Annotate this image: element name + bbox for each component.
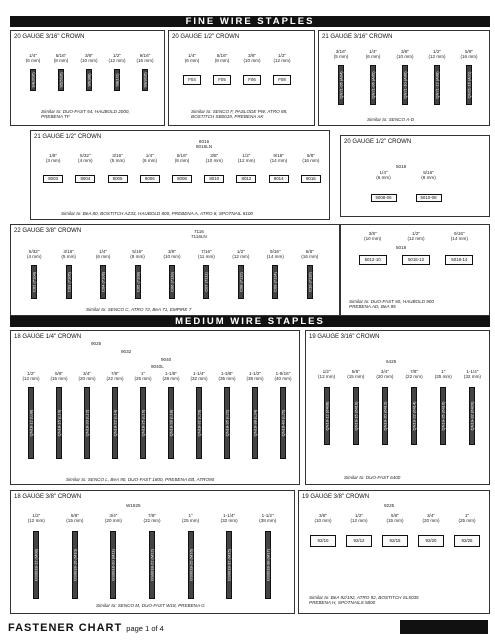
staple-stick [135,265,141,299]
staple-stick: 5012-10 [359,255,387,265]
size-label: 3/4" (20 mm) [376,369,394,380]
part-number: GS0018-32 (M15) [226,548,232,582]
part-number: QN18-12 (L08) [28,409,34,437]
size-label: 1/2" (12 mm) [350,513,368,524]
section-19ga-3-16 [305,330,490,485]
staple-stick [196,387,202,459]
similar-note: Similar to: DUO-FAST 6400 [344,475,401,480]
footer-main: FASTENER CHART [8,622,123,634]
similar-note: Similar to: SENCO A-D [367,117,415,122]
part-number: S8(1/2) [114,73,120,87]
size-label: 5/8" (15 mm) [66,513,84,524]
part-number: C05 (7108) [135,271,141,293]
section-title: 20 GAUGE 1/2" CROWN [344,139,412,145]
size-label: 3/4" (20 mm) [78,371,96,382]
staple-stick [168,387,174,459]
staple-stick [466,65,472,105]
part-number: S4(3/16) [30,72,36,88]
part-number: GS0018-25 (M16) [188,548,194,582]
size-label: 1/2" (12 mm) [108,53,126,64]
staple-stick [338,65,344,105]
footer-black-bar [400,620,488,634]
section-21ga-3-16 [318,30,490,126]
staple-stick: 8003 [43,175,63,183]
staple-stick [280,387,286,459]
part-number: GS0018-20 (M11) [110,549,116,581]
size-label: 3/16" (5 mm) [110,153,125,164]
part-number: GS0018-38 (M17) [265,548,271,582]
size-label: 1" (25 mm) [182,513,200,524]
size-label: 1-1/4" (32 mm) [463,369,481,380]
size-label: 3/8" (10 mm) [364,231,382,242]
part-number: GS0018-22 (M12) [149,548,155,582]
size-label: 3/8" (10 mm) [314,513,332,524]
size-label: 1/2" (12 mm) [237,153,255,164]
similar-note: Similar to: BeA 92/192, ATRO 92, BOSTITCH SL5035 PREBENA H, SPOTNAILS 5800 [309,595,419,606]
part-number: C06 (7110) [169,272,175,292]
section-18ga-3-8 [10,490,295,614]
size-label: 9/16" (14 mm) [266,249,284,260]
size-label: 1/2" (12 mm) [407,231,425,242]
series-dim: 9040 [161,357,172,362]
part-number: QN19-22 (6414) [411,401,417,431]
staple-stick [86,69,92,91]
size-label: 5/16" (8 mm) [214,53,230,64]
staple-stick [66,265,72,299]
staple-stick [272,265,278,299]
size-label: 7/8" (22 mm) [143,513,161,524]
size-label: 3/8" (10 mm) [205,153,223,164]
staple-stick [110,531,116,599]
size-label: 3/8" (10 mm) [396,49,414,60]
staple-stick: 8016 [301,175,321,183]
part-number: C10 (7116) [307,272,313,292]
size-label: 1/4" (6 mm) [25,53,41,64]
staple-stick: F05 [213,75,231,85]
size-label: 1-3/8" (35 mm) [218,371,236,382]
similar-note: Similar to: DUO-FAST 50, HAUBOLD 900 PREBENA AD, BeA 95 [349,299,434,310]
part-number: GS0018-15 (M10) [72,548,78,582]
part-number: QN19-20 (6412) [382,401,388,431]
size-label: 1-1/2" (38 mm) [259,513,277,524]
size-label: 5/8" (15 mm) [50,371,68,382]
part-number: C02 (7104) [31,271,37,293]
size-label: 1/2" (12 mm) [27,513,45,524]
part-number: S6(3/8) [86,73,92,87]
series-dim: 9225 [384,503,395,508]
size-label: 5/32" (4 mm) [78,153,93,164]
staple-stick [84,387,90,459]
size-label: 1-1/4" (32 mm) [220,513,238,524]
part-number: QN21-12 (A08) [434,71,440,99]
staple-stick [238,265,244,299]
staple-stick: 8006 [140,175,160,183]
staple-stick: 8012 [236,175,256,183]
footer-page: page 1 of 4 [126,624,164,633]
staple-stick: 8010 [204,175,224,183]
size-label: 1/4" (6 mm) [365,49,381,60]
staple-stick: 92/20 [418,535,444,547]
similar-note: Similar to: SENCO M, DUO-FAST W18, PREBENA G [96,603,205,608]
size-label: 5/8" (16 mm) [301,249,319,260]
staple-stick: 5010-08 [416,194,442,202]
staple-stick [56,387,62,459]
size-label: 5/32" (4 mm) [26,249,42,260]
series-dim: 9040L [151,364,164,369]
staple-stick [149,531,155,599]
size-label: 9/16" (16 mm) [136,53,154,64]
staple-stick: 5018-14 [445,255,473,265]
series-dim: 5018 [396,245,407,250]
part-number: QN18-22 (L14) [112,409,118,437]
staple-stick: 92/25 [454,535,480,547]
size-label: 5/8" (16 mm) [460,49,478,60]
part-number: GS0018-12 (M08) [33,548,39,582]
size-label: 1/4" (6 mm) [376,170,391,181]
size-label: 1" (25 mm) [434,369,452,380]
similar-note: Similar to: DUO-FAST 54, HAUBOLD 2000, PREBENA TF [41,109,130,120]
part-number: QN21-05 (A04) [338,71,344,99]
staple-stick [112,387,118,459]
part-number: C08 (7112) [238,272,244,292]
size-label: 5/16" (8 mm) [53,53,69,64]
size-label: 1-1/8" (28 mm) [162,371,180,382]
staple-stick: 8014 [269,175,289,183]
section-title: 21 GAUGE 1/2" CROWN [34,134,102,140]
part-number: QN18-32 (L20) [196,409,202,437]
series-dim: 6425 [386,359,397,364]
section-20ga-1-2 [168,30,315,126]
size-label: 7/16" (11 mm) [198,249,215,260]
staple-stick [411,387,417,445]
staple-stick [30,69,36,91]
size-label: 1/4" (6 mm) [142,153,158,164]
size-label: 7/8" (22 mm) [106,371,124,382]
size-label: 1/4" (6 mm) [95,249,111,260]
staple-stick [72,531,78,599]
staple-stick: 92/12 [346,535,372,547]
section-title: 19 GAUGE 3/16" CROWN [309,334,380,340]
staple-stick [226,531,232,599]
staple-stick: 8008 [172,175,192,183]
staple-stick: 92/10 [310,535,336,547]
size-label: 1" (25 mm) [134,371,152,382]
part-number: C04 (7106) [100,271,106,293]
part-number: QN21-16 (A11) [466,71,472,99]
size-label: 5/8" (15 mm) [386,513,404,524]
series-dim: 7116 7116LN [191,229,207,239]
size-label: 9/16" (14 mm) [270,153,288,164]
staple-stick [353,387,359,445]
similar-note: Similar to: SENCO L, BeA 90, DUO-FAST 1800, PREBENA EB, ATRO90 [66,477,215,482]
part-number: QN18-20 (L12) [84,409,90,437]
staple-stick [58,69,64,91]
part-number: QN18-40 (L25) [280,409,286,437]
part-number: C03 (7105) [66,271,72,293]
size-label: 1-1/4" (32 mm) [190,371,208,382]
section-title: 18 GAUGE 3/8" CROWN [14,494,82,500]
medium-wire-header: MEDIUM WIRE STAPLES [10,316,490,327]
part-number: C07 (7111) [203,272,209,292]
staple-stick [307,265,313,299]
section-title: 22 GAUGE 3/8" CROWN [14,228,82,234]
staple-stick: 5008-06 [371,194,397,202]
size-label: 3/8" (10 mm) [163,249,181,260]
size-label: 1/2" (12 mm) [428,49,446,60]
staple-stick [224,387,230,459]
part-number: QN18-28 (L18) [168,409,174,437]
staple-stick [142,69,148,91]
section-18ga-1-4 [10,330,300,485]
part-number: QN18-25 (L16) [140,409,146,437]
similar-note: Similar to: BeA 80, BOSTITCH AZ33, HAUBOLD 800, PREBENA A, ATRO 8, SPOTNAIL 8100 [61,211,253,216]
staple-stick: 92/15 [382,535,408,547]
staple-stick [402,65,408,105]
size-label: 3/4" (20 mm) [422,513,440,524]
part-number: QN19-12 (6408) [324,401,330,431]
part-number: QN18-38 (L24) [252,409,258,437]
staple-stick [434,65,440,105]
size-label: 1/2" (12 mm) [22,371,40,382]
staple-stick: F06 [243,75,261,85]
staple-stick: F04 [183,75,201,85]
part-number: QN21-10 (A06) [402,71,408,99]
size-label: 5/8" (16 mm) [302,153,320,164]
size-label: 1/2" (12 mm) [273,53,291,64]
part-number: QN19-15 (6410) [353,401,359,431]
size-label: 3/8" (10 mm) [243,53,261,64]
section-20ga-1-2-b [340,135,490,217]
size-label: 3/4" (20 mm) [104,513,122,524]
section-5018 [340,224,490,316]
staple-stick [114,69,120,91]
section-title: 18 GAUGE 1/4" CROWN [14,334,82,340]
series-dim: W1825 [126,503,141,508]
staple-stick [324,387,330,445]
section-20ga-3-16 [10,30,165,126]
size-label: 1-9/16" (40 mm) [274,371,292,382]
part-number: QN19-32 (6420) [469,401,475,431]
size-label: 7/8" (22 mm) [405,369,423,380]
size-label: 9/16" (14 mm) [450,231,468,242]
series-dim: 8016 8016LN [196,139,213,149]
size-label: 3/16" (5 mm) [333,49,349,60]
staple-stick [188,531,194,599]
series-dim: 5018 [396,164,407,169]
size-label: 5/16" (8 mm) [174,153,190,164]
section-21ga-1-2 [30,130,330,220]
staple-stick [265,531,271,599]
size-label: 1" (25 mm) [458,513,476,524]
staple-stick [28,387,34,459]
part-number: QN18-15 (L10) [56,409,62,437]
staple-stick [203,265,209,299]
size-label: 5/8" (15 mm) [347,369,365,380]
section-title: 21 GAUGE 3/16" CROWN [322,34,393,40]
staple-stick [370,65,376,105]
staple-stick [100,265,106,299]
staple-stick [440,387,446,445]
staple-stick: 5016-12 [402,255,430,265]
footer-title [8,622,164,634]
size-label: 3/16" (5 mm) [61,249,76,260]
part-number: C09 (7114) [272,272,278,292]
size-label: 5/16" (8 mm) [130,249,145,260]
series-dim: 9032 [121,349,132,354]
staple-stick: 8004 [75,175,95,183]
staple-stick [382,387,388,445]
series-dim: 9025 [91,341,102,346]
staple-stick [252,387,258,459]
part-number: QN21-06 (A05) [370,71,376,99]
size-label: 5/16" (8 mm) [421,170,436,181]
fine-wire-header: FINE WIRE STAPLES [10,16,490,27]
similar-note: Similar to: SENCO F, PASLODE PW, ATRO 88, BOSTITCH SB0019, PREBENA AK [191,109,288,120]
part-number: S5(5/16) [58,72,64,88]
staple-stick [31,265,37,299]
section-22ga-3-8 [10,224,340,316]
staple-stick [140,387,146,459]
part-number: QN18-35 (L22) [224,409,230,437]
size-label: 3/8" (10 mm) [80,53,98,64]
size-label: 1/2" (12 mm) [232,249,250,260]
similar-note: Similar to: SENCO C, ATRO 72, BeA 71, EMPIRE 7 [86,307,192,312]
staple-stick [169,265,175,299]
size-label: 1/4" (6 mm) [184,53,200,64]
size-label: 1-1/2" (38 mm) [246,371,264,382]
staple-stick [33,531,39,599]
part-number: QN19-25 (6416) [440,401,446,431]
section-title: 19 GAUGE 3/8" CROWN [302,494,370,500]
section-title: 20 GAUGE 1/2" CROWN [172,34,240,40]
staple-stick [469,387,475,445]
staple-stick: F08 [273,75,291,85]
section-title: 20 GAUGE 3/16" CROWN [14,34,85,40]
staple-stick: 8005 [108,175,128,183]
part-number: S9(9/16) [142,72,148,88]
size-label: 1/2" (12 mm) [318,369,336,380]
size-label: 1/8" (3 mm) [45,153,61,164]
section-19ga-3-8 [298,490,490,614]
